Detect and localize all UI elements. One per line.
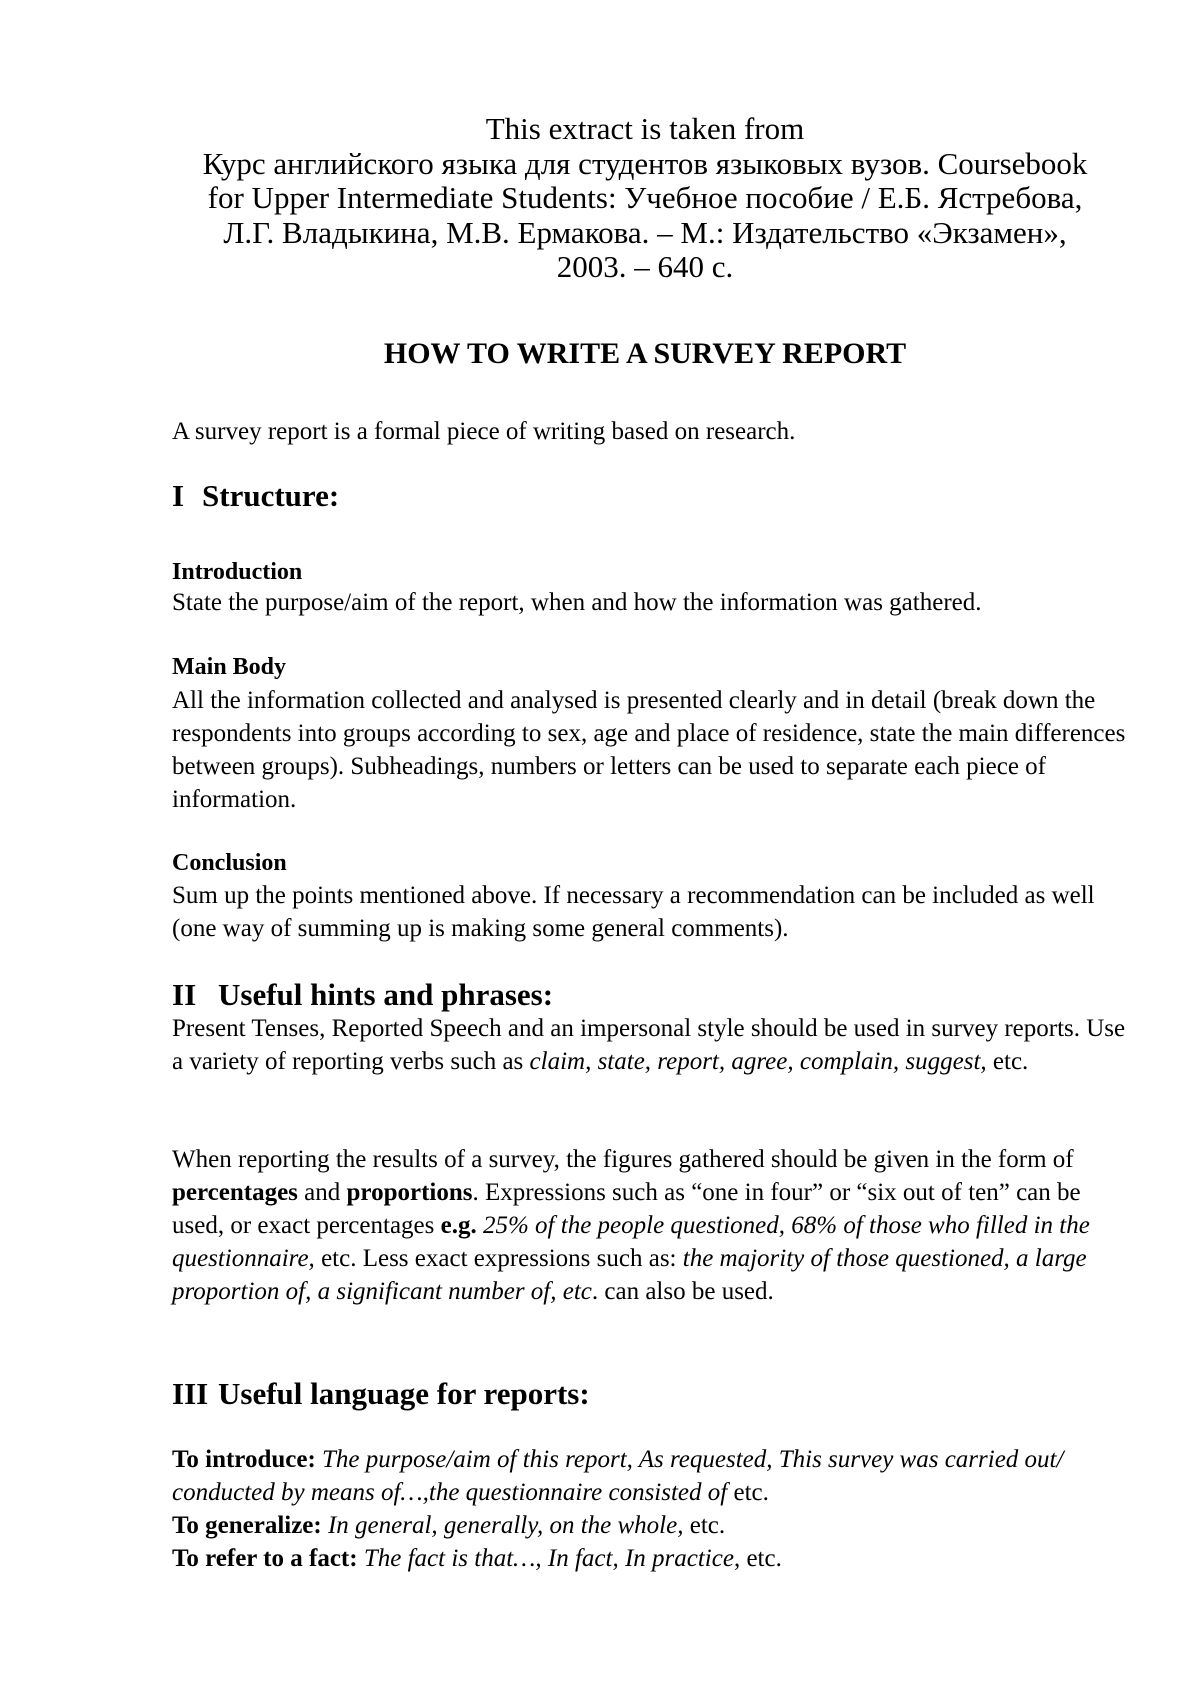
source-line-5: 2003. – 640 с.: [556, 249, 734, 284]
section-1-heading: [172, 478, 1132, 514]
reporting-verbs: claim, state, report, agree, complain, suggest,: [529, 1048, 987, 1075]
introduction-heading: Introduction: [172, 559, 303, 585]
refer-label: To refer to a fact:: [172, 1545, 358, 1572]
source-line-3: for Upper Intermediate Students: Учебное пособие / Е.Б. Ястребова,: [207, 180, 1083, 215]
refer-end: , etc.: [733, 1545, 782, 1572]
generalize-end: etc.: [689, 1512, 726, 1539]
section-3-numeral: III: [172, 1376, 209, 1411]
hints-p2-t1: When reporting the results of a survey, the figures gathered should be given in the form of: [172, 1146, 1074, 1173]
refer-phrases: [172, 1542, 1132, 1575]
introduce-end: etc.: [733, 1479, 769, 1506]
introduce-label: To introduce:: [172, 1446, 316, 1473]
hints-p2-t2: and: [304, 1179, 341, 1206]
section-1-title: Structure:: [202, 478, 340, 513]
section-2-numeral: II: [172, 977, 197, 1012]
section-3-heading: [172, 1376, 1132, 1412]
section-3-title: Useful language for reports:: [218, 1376, 590, 1411]
hints-p2-t4: etc. Less exact expressions such as:: [321, 1245, 677, 1272]
main-body-heading: Main Body: [172, 654, 287, 680]
hints-p2-t5: . can also be used.: [591, 1278, 774, 1305]
generalize-phrases: [172, 1509, 1132, 1542]
conclusion-text: Sum up the points mentioned above. If necessary a recommendation can be included as well (one way of summing up is making some general comments).: [172, 882, 1095, 942]
refer-examples: The fact is that…, In fact, In practice: [363, 1545, 734, 1572]
section-1-numeral: I: [172, 478, 185, 513]
conclusion-heading: Conclusion: [172, 850, 287, 876]
source-line-1: This extract is taken from: [485, 111, 805, 146]
introduce-phrases: [172, 1443, 1132, 1509]
hints-p1-end: etc.: [992, 1048, 1029, 1075]
page-title: HOW TO WRITE A SURVEY REPORT: [383, 337, 907, 370]
source-line-4: Л.Г. Владыкина, М.В. Ермакова. – М.: Издательство «Экзамен»,: [223, 214, 1067, 250]
intro-sentence: A survey report is a formal piece of writing based on research.: [172, 418, 796, 445]
hints-paragraph-2: [172, 1143, 1132, 1308]
eg-label: e.g.: [440, 1212, 477, 1239]
less-exact-examples: the majority of those questioned, a large proportion of, a significant number of, etc: [172, 1245, 1087, 1305]
source-line-2: Курс английского языка для студентов языковых вузов. Coursebook: [202, 145, 1088, 181]
section-2-title: Useful hints and phrases:: [218, 977, 554, 1012]
introduction-text: State the purpose/aim of the report, when and how the information was gathered.: [172, 589, 982, 616]
section-2-heading: [172, 977, 1132, 1013]
generalize-examples: In general, generally, on the whole,: [327, 1512, 684, 1539]
generalize-label: To generalize:: [172, 1512, 322, 1539]
hints-p2-t3: . Expressions such as “one in four” or “six out of ten” can be used, or exact percentages: [172, 1179, 1081, 1239]
source-citation: [170, 112, 1120, 285]
introduce-examples: The purpose/aim of this report, As requested, This survey was carried out/ conducted by means of…,the questionnaire consisted of: [172, 1446, 1064, 1506]
proportions-term: proportions: [346, 1179, 473, 1206]
percentages-term: percentages: [172, 1179, 298, 1206]
hints-paragraph-1: [172, 1012, 1132, 1078]
main-body-text: All the information collected and analysed is presented clearly and in detail (break down the respondents into groups according to sex, age and place of residence, state the main differences between groups). Subheadings, numbers or letters can be used to separate each piece of information.: [172, 687, 1126, 813]
exact-percentage-examples: 25% of the people questioned, 68% of those who filled in the questionnaire,: [172, 1212, 1090, 1272]
hints-p1-text: Present Tenses, Reported Speech and an impersonal style should be used in survey reports. Use a variety of reporting verbs such as: [172, 1015, 1126, 1075]
